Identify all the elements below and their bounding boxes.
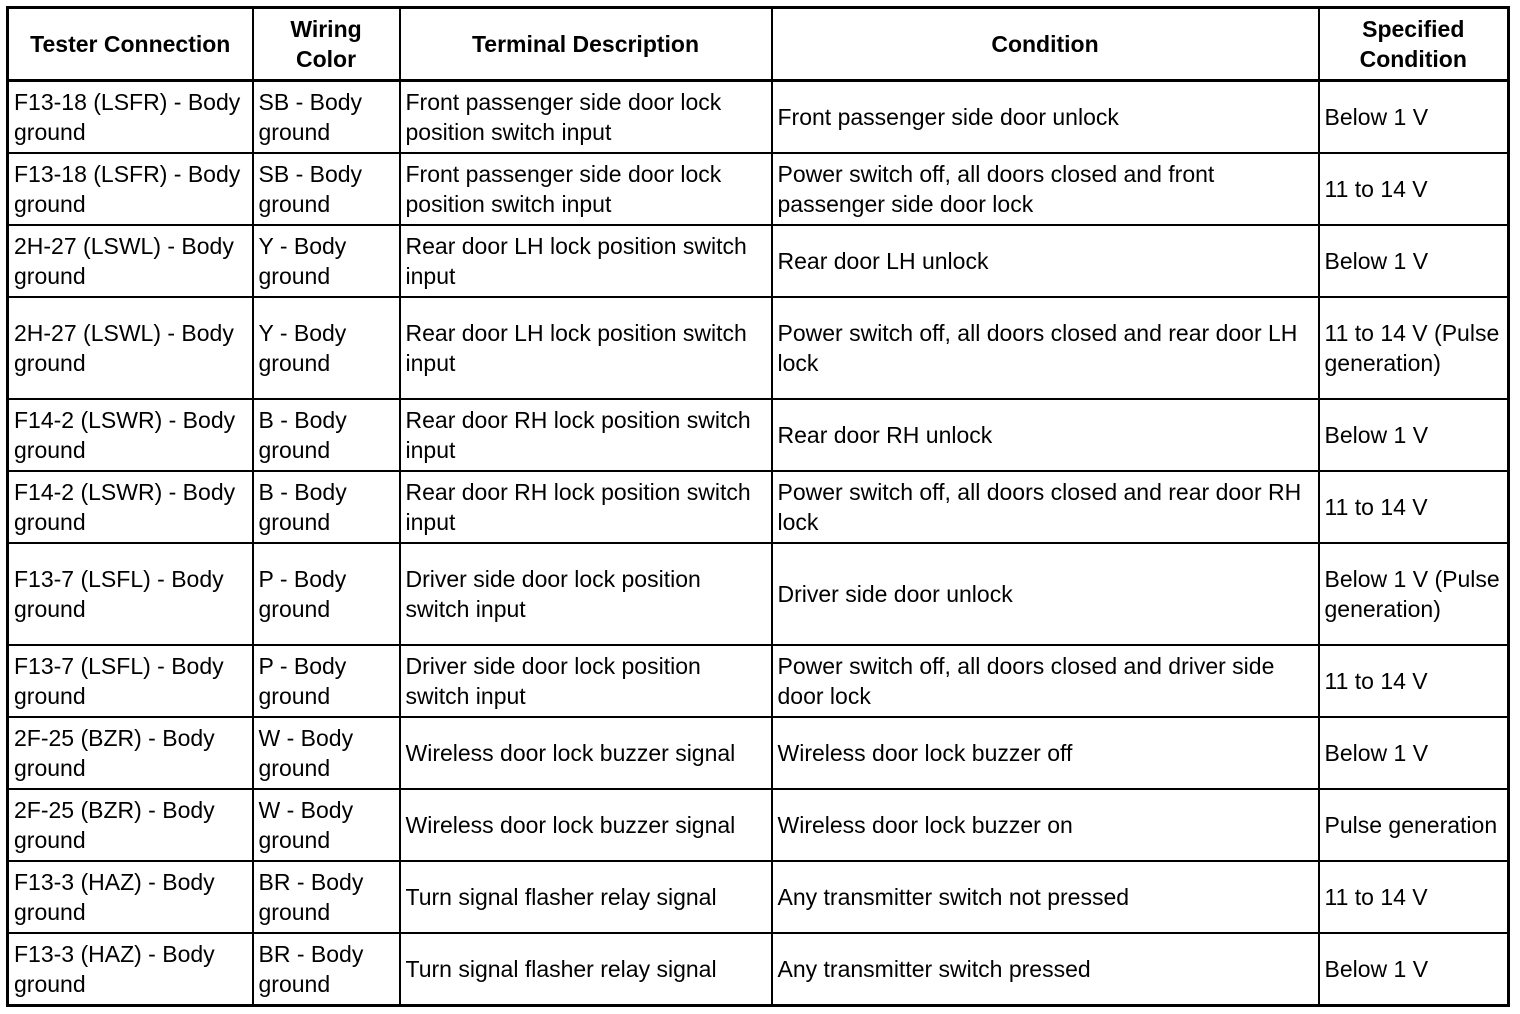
specified-condition-cell: Below 1 V [1319, 81, 1509, 154]
specified-condition-cell: Pulse generation [1319, 789, 1509, 861]
header-tester-connection: Tester Connection [8, 8, 253, 81]
terminal-description-cell: Front passenger side door lock position switch input [400, 81, 772, 154]
table-row [8, 543, 1509, 645]
wiring-color-cell: W - Body ground [253, 789, 400, 861]
tester-connection-cell: F13-18 (LSFR) - Body ground [8, 81, 253, 154]
terminal-description-cell: Driver side door lock position switch input [400, 645, 772, 717]
terminal-description-cell: Turn signal flasher relay signal [400, 933, 772, 1006]
wiring-color-cell: W - Body ground [253, 717, 400, 789]
header-wiring-color: Wiring Color [253, 8, 400, 81]
table-body [8, 81, 1509, 1006]
table-row [8, 717, 1509, 789]
table-row [8, 297, 1509, 399]
terminal-description-cell: Rear door LH lock position switch input [400, 225, 772, 297]
table-row [8, 933, 1509, 1006]
tester-connection-cell: 2H-27 (LSWL) - Body ground [8, 297, 253, 399]
header-row [8, 8, 1509, 81]
tester-connection-cell: 2F-25 (BZR) - Body ground [8, 789, 253, 861]
table-row [8, 471, 1509, 543]
wiring-color-cell: B - Body ground [253, 471, 400, 543]
specified-condition-cell: 11 to 14 V [1319, 153, 1509, 225]
header-specified-condition: Specified Condition [1319, 8, 1509, 81]
tester-connection-cell: F14-2 (LSWR) - Body ground [8, 399, 253, 471]
table-row [8, 81, 1509, 154]
tester-connection-cell: F13-3 (HAZ) - Body ground [8, 861, 253, 933]
table-row [8, 861, 1509, 933]
specified-condition-cell: 11 to 14 V [1319, 861, 1509, 933]
table-row [8, 153, 1509, 225]
terminal-description-cell: Rear door RH lock position switch input [400, 471, 772, 543]
header-terminal-description: Terminal Description [400, 8, 772, 81]
condition-cell: Rear door RH unlock [772, 399, 1319, 471]
tester-connection-cell: 2F-25 (BZR) - Body ground [8, 717, 253, 789]
condition-cell: Rear door LH unlock [772, 225, 1319, 297]
condition-cell: Power switch off, all doors closed and driver side door lock [772, 645, 1319, 717]
wiring-color-cell: Y - Body ground [253, 297, 400, 399]
specified-condition-cell: 11 to 14 V [1319, 471, 1509, 543]
condition-cell: Wireless door lock buzzer off [772, 717, 1319, 789]
condition-cell: Front passenger side door unlock [772, 81, 1319, 154]
table-row [8, 645, 1509, 717]
wiring-color-cell: BR - Body ground [253, 933, 400, 1006]
table-row [8, 789, 1509, 861]
specified-condition-cell: Below 1 V [1319, 933, 1509, 1006]
specified-condition-cell: Below 1 V [1319, 717, 1509, 789]
terminal-description-cell: Front passenger side door lock position switch input [400, 153, 772, 225]
terminal-description-cell: Rear door LH lock position switch input [400, 297, 772, 399]
tester-connection-cell: 2H-27 (LSWL) - Body ground [8, 225, 253, 297]
terminal-description-cell: Turn signal flasher relay signal [400, 861, 772, 933]
wiring-color-cell: SB - Body ground [253, 153, 400, 225]
condition-cell: Power switch off, all doors closed and rear door LH lock [772, 297, 1319, 399]
tester-connection-cell: F13-18 (LSFR) - Body ground [8, 153, 253, 225]
tester-connection-cell: F13-7 (LSFL) - Body ground [8, 645, 253, 717]
terminal-description-cell: Driver side door lock position switch input [400, 543, 772, 645]
terminal-inspection-table [6, 6, 1510, 1007]
specified-condition-cell: Below 1 V [1319, 399, 1509, 471]
specified-condition-cell: 11 to 14 V [1319, 645, 1509, 717]
table-header [8, 8, 1509, 81]
wiring-color-cell: BR - Body ground [253, 861, 400, 933]
specified-condition-cell: 11 to 14 V (Pulse generation) [1319, 297, 1509, 399]
terminal-description-cell: Rear door RH lock position switch input [400, 399, 772, 471]
condition-cell: Driver side door unlock [772, 543, 1319, 645]
specified-condition-cell: Below 1 V (Pulse generation) [1319, 543, 1509, 645]
wiring-color-cell: SB - Body ground [253, 81, 400, 154]
condition-cell: Power switch off, all doors closed and front passenger side door lock [772, 153, 1319, 225]
table-row [8, 225, 1509, 297]
specified-condition-cell: Below 1 V [1319, 225, 1509, 297]
wiring-color-cell: P - Body ground [253, 543, 400, 645]
table-row [8, 399, 1509, 471]
condition-cell: Any transmitter switch pressed [772, 933, 1319, 1006]
wiring-color-cell: P - Body ground [253, 645, 400, 717]
tester-connection-cell: F13-7 (LSFL) - Body ground [8, 543, 253, 645]
terminal-description-cell: Wireless door lock buzzer signal [400, 717, 772, 789]
condition-cell: Wireless door lock buzzer on [772, 789, 1319, 861]
wiring-color-cell: Y - Body ground [253, 225, 400, 297]
tester-connection-cell: F13-3 (HAZ) - Body ground [8, 933, 253, 1006]
condition-cell: Any transmitter switch not pressed [772, 861, 1319, 933]
wiring-color-cell: B - Body ground [253, 399, 400, 471]
condition-cell: Power switch off, all doors closed and rear door RH lock [772, 471, 1319, 543]
terminal-description-cell: Wireless door lock buzzer signal [400, 789, 772, 861]
header-condition: Condition [772, 8, 1319, 81]
tester-connection-cell: F14-2 (LSWR) - Body ground [8, 471, 253, 543]
